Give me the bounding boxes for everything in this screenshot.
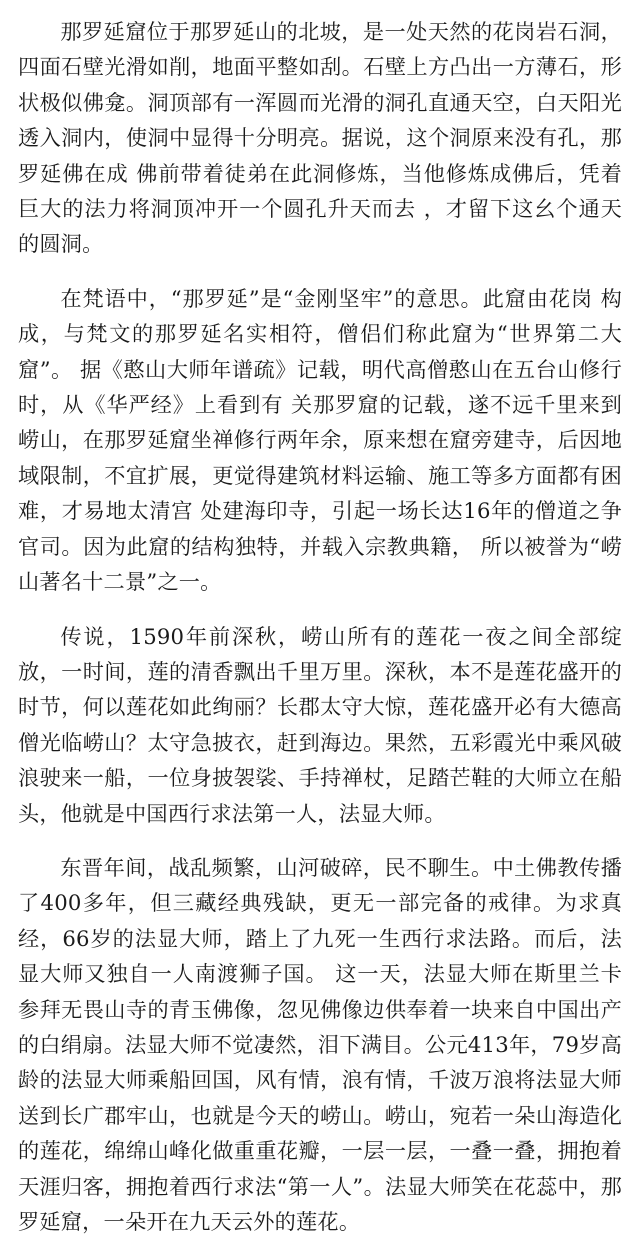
paragraph-3: 传说，1590年前深秋，崂山所有的莲花一夜之间全部绽放，一时间，莲的清香飘出千里万里。深秋，本不是莲花盛开的时节，何以莲花如此绚丽？长郡太守大惊，莲花盛开必有大德高僧光临崂山？太守急披衣，赶到海边。果然，五彩霞光中乘风破浪驶来一船，一位身披袈裟、手持禅杖，足踏芒鞋的大师立在船头，他就是中国西行求法第一人，法显大师。 xyxy=(18,623,622,826)
paragraph-1: 那罗延窟位于那罗延山的北坡，是一处天然的花岗岩石洞，四面石壁光滑如削，地面平整如刮。石壁上方凸出一方薄石，形状极似佛龛。洞顶部有一浑圆而光滑的洞孔直通天空，白天阳光透入洞内，使洞中显得十分明亮。据说，这个洞原来没有孔，那罗延佛在成 佛前带着徒弟在此洞修炼，当他修炼成佛后，凭着巨大的法力将洞顶冲开一个圆孔升天而去 ，才留下这幺个通天的圆洞。 xyxy=(18,19,622,257)
paragraph-2: 在梵语中，“那罗延”是“金刚坚牢”的意思。此窟由花岗 构成，与梵文的那罗延名实相符，僧侣们称此窟为“世界第二大窟”。 据《憨山大师年谱疏》记载，明代高僧憨山在五台山修行时，从《华严经》上看到有 关那罗窟的记载，遂不远千里来到崂山，在那罗延窟坐禅修行两年余，原来想在窟旁建寺，后因地域限制，不宜扩展，更觉得建筑材料运输、施工等多方面都有困难，才易地太清宫 处建海印寺，引起一场长达16年的僧道之争官司。因为此窟的结构独特，并载入宗教典籍， 所以被誉为“崂山著名十二景”之一。 xyxy=(18,285,622,595)
paragraph-4: 东晋年间，战乱频繁，山河破碎，民不聊生。中土佛教传播了400多年，但三藏经典残缺，更无一部完备的戒律。为求真经，66岁的法显大师，踏上了九死一生西行求法路。而后，法显大师又独自一人南渡狮子国。 这一天，法显大师在斯里兰卡参拜无畏山寺的青玉佛像，忽见佛像边供奉着一块来自中国出产的白绢扇。法显大师不觉凄然，泪下满目。公元413年，79岁高龄的法显大师乘船回国，风有情，浪有情，千波万浪将法显大师送到长广郡牢山，也就是今天的崂山。崂山，宛若一朵山海造化的莲花，绵绵山峰化做重重花瓣，一层一层，一叠一叠，拥抱着天涯归客，拥抱着西行求法“第一人”。法显大师笑在花蕊中，那罗延窟，一朵开在九天云外的莲花。 xyxy=(18,854,622,1234)
